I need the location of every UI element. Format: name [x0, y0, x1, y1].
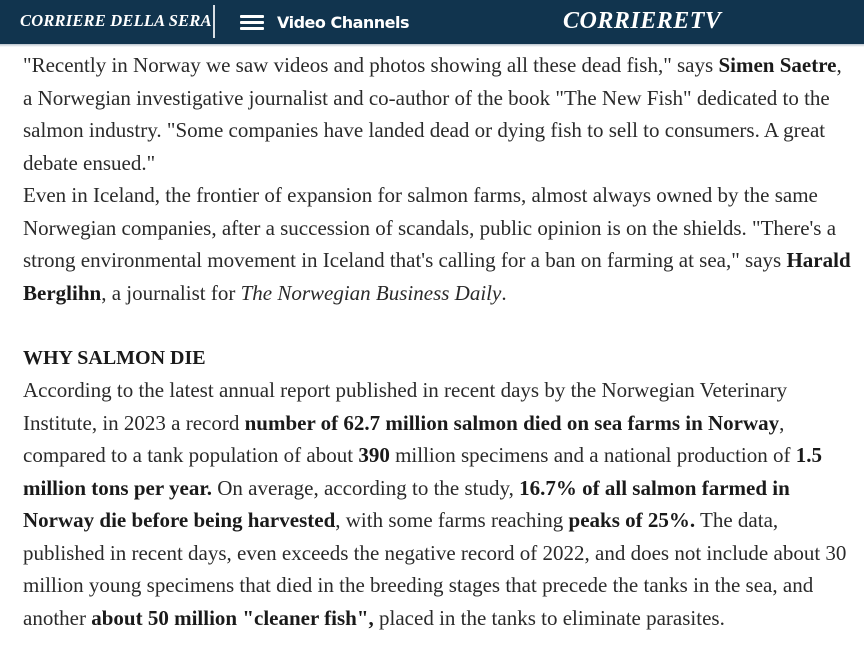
- text-run: According to the latest annual report published in recent days by the Norwegian Veterinary Institute, in 2023 a record: [23, 378, 788, 435]
- section-heading: WHY SALMON DIE: [23, 346, 206, 369]
- corriere-della-sera-logo[interactable]: CORRIERE DELLA SERA: [20, 11, 212, 30]
- person-name: Simen Saetre: [718, 53, 837, 77]
- highlight-text: 390: [358, 443, 390, 467]
- text-run: million specimens and a national production of: [389, 443, 796, 467]
- text-run: , compared to a tank population of about: [23, 410, 785, 467]
- text-run: , with some farms reaching: [335, 508, 569, 532]
- highlight-text: about 50 million "cleaner fish",: [91, 605, 374, 630]
- article-paragraph: [23, 49, 853, 179]
- text-run: , a Norwegian investigative journalist and co-author of the book "The New Fish" dedicated to the salmon industry. "Some companies have landed dead or dying fish to sell to consumers. A great debate ensued.": [23, 53, 842, 175]
- highlight-text: 16.7% of all salmon farmed in Norway die before being harvested: [23, 475, 790, 532]
- corriere-tv-logo[interactable]: CORRIERETV: [563, 8, 722, 34]
- article-paragraph: [23, 374, 853, 634]
- top-navigation-bar: [0, 0, 864, 44]
- article-paragraph: [23, 179, 853, 309]
- person-name: Harald Berglihn: [23, 248, 851, 305]
- header-divider: [213, 5, 215, 38]
- text-run: On average, according to the study,: [212, 475, 520, 500]
- hamburger-menu-icon[interactable]: [238, 11, 267, 33]
- text-run: , a journalist for: [101, 280, 241, 305]
- highlight-text: peaks of 25%.: [568, 508, 696, 532]
- highlight-text: 1.5 million tons per year.: [23, 443, 822, 500]
- publication-name: The Norwegian Business Daily: [240, 280, 502, 305]
- video-channels-label[interactable]: Video Channels: [277, 12, 410, 32]
- text-run: Even in Iceland, the frontier of expansion for salmon farms, almost always owned by the same Norwegian companies, after a succession of scandals, public opinion is on the shields. "There's a strong environmental movement in Iceland that's calling for a ban on farming at sea," says: [23, 183, 837, 272]
- paragraph-spacer: [23, 309, 853, 342]
- text-run: The data, published in recent days, even exceeds the negative record of 2022, and does not include about 30 million young specimens that died in the breeding stages that precede the tanks in the sea, and another: [23, 508, 847, 630]
- text-run: "Recently in Norway we saw videos and photos showing all these dead fish," says: [23, 53, 719, 77]
- highlight-text: number of 62.7 million salmon died on sea farms in Norway: [244, 410, 780, 435]
- article-body: [23, 49, 853, 634]
- text-run: .: [501, 280, 507, 305]
- text-run: placed in the tanks to eliminate parasites.: [373, 605, 725, 630]
- video-channels-menu-button[interactable]: [238, 9, 409, 35]
